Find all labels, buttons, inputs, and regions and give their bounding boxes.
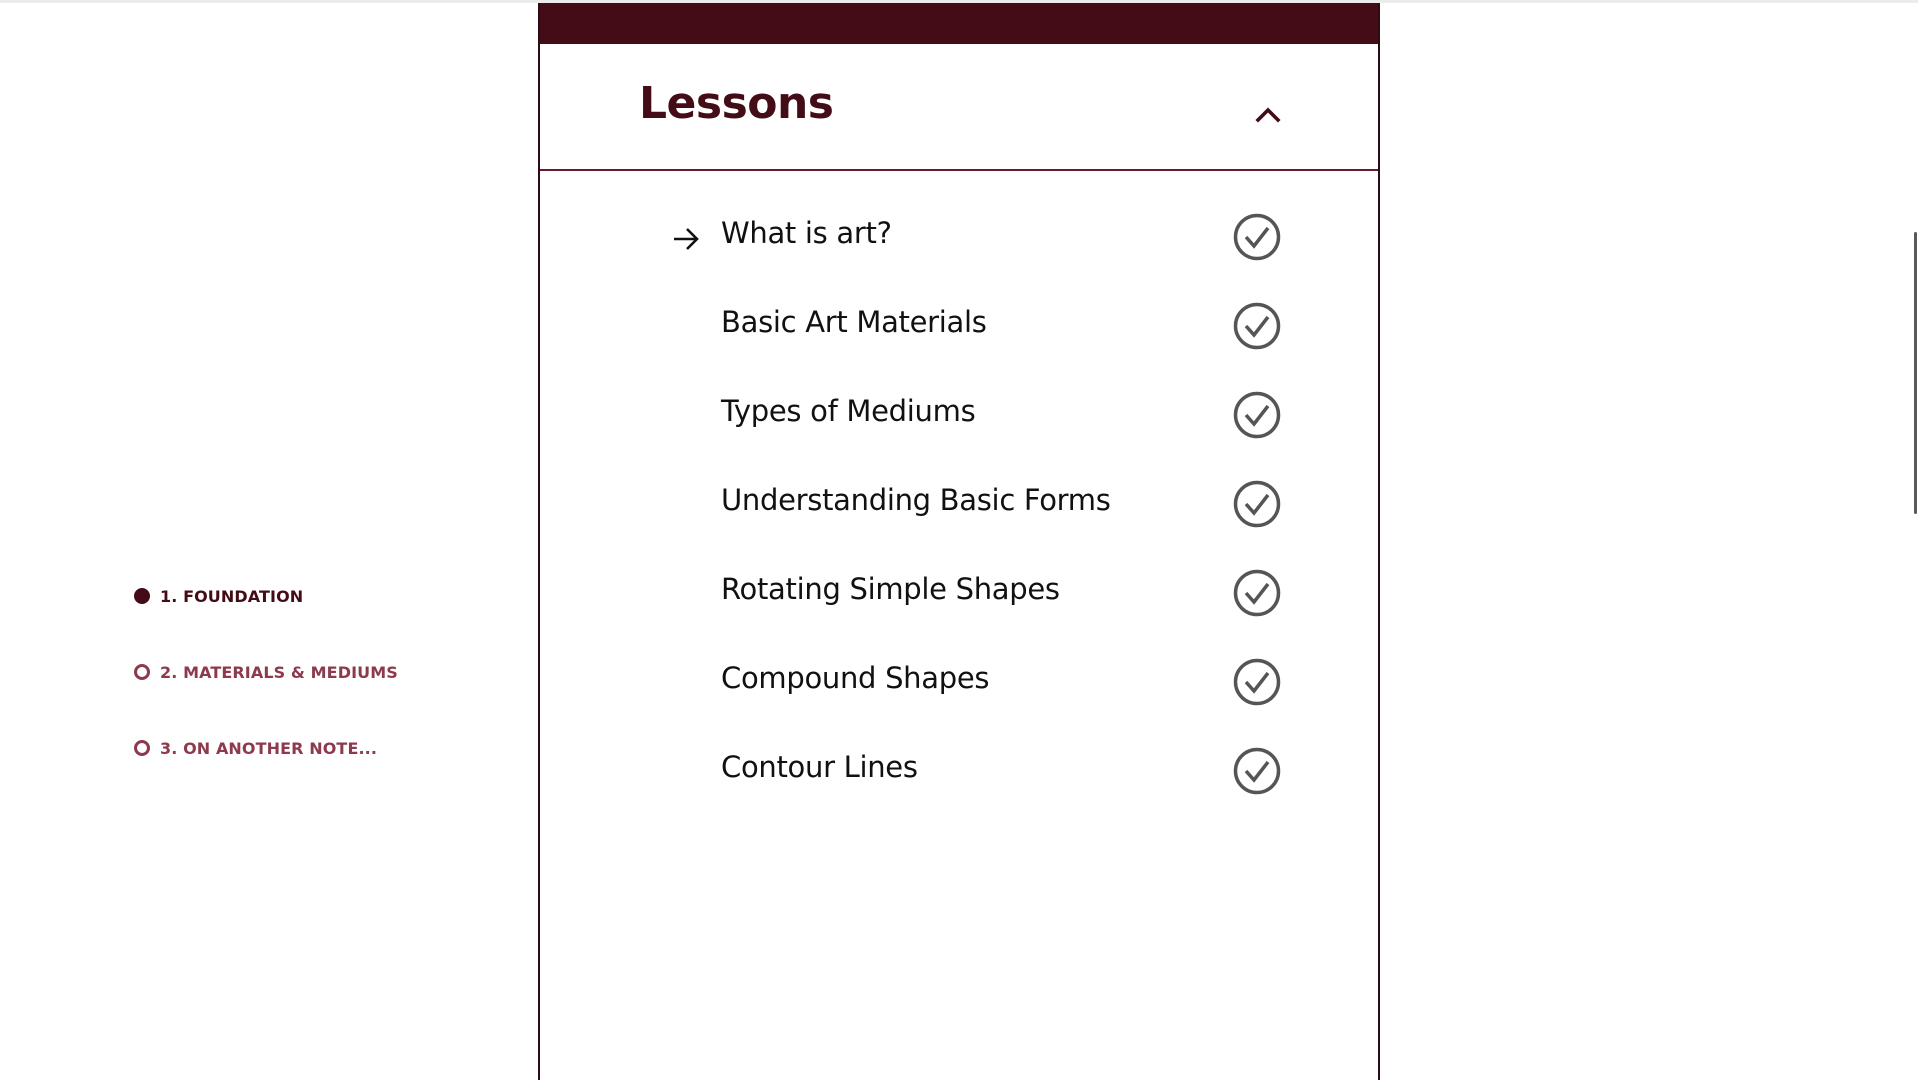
check-circle-icon bbox=[1232, 746, 1282, 796]
lesson-title: What is art? bbox=[721, 216, 892, 250]
scrollbar-thumb[interactable] bbox=[1914, 232, 1917, 514]
check-circle-icon bbox=[1232, 479, 1282, 529]
section-dot-icon bbox=[134, 740, 150, 756]
lesson-item[interactable] bbox=[540, 746, 1378, 835]
check-circle-icon bbox=[1232, 301, 1282, 351]
section-dot-icon bbox=[134, 664, 150, 680]
lesson-title: Contour Lines bbox=[721, 750, 918, 784]
lesson-item[interactable] bbox=[540, 301, 1378, 390]
lesson-item[interactable] bbox=[540, 568, 1378, 657]
lesson-item[interactable] bbox=[540, 390, 1378, 479]
lessons-panel-title: Lessons bbox=[639, 78, 834, 129]
lesson-list bbox=[540, 212, 1378, 835]
lesson-title: Understanding Basic Forms bbox=[721, 483, 1111, 517]
section-nav bbox=[134, 576, 398, 786]
chevron-up-icon[interactable] bbox=[1248, 96, 1288, 132]
lesson-item[interactable] bbox=[540, 479, 1378, 568]
lessons-panel bbox=[538, 3, 1380, 1080]
lesson-title: Basic Art Materials bbox=[721, 305, 987, 339]
lesson-title: Rotating Simple Shapes bbox=[721, 572, 1060, 606]
check-circle-icon bbox=[1232, 657, 1282, 707]
check-circle-icon bbox=[1232, 390, 1282, 440]
lesson-item[interactable] bbox=[540, 212, 1378, 301]
panel-top-bar bbox=[540, 3, 1378, 44]
lesson-title: Types of Mediums bbox=[721, 394, 976, 428]
lessons-panel-header[interactable] bbox=[540, 44, 1378, 171]
lesson-title: Compound Shapes bbox=[721, 661, 990, 695]
lesson-item[interactable] bbox=[540, 657, 1378, 746]
section-nav-label: 1. FOUNDATION bbox=[160, 586, 304, 606]
check-circle-icon bbox=[1232, 212, 1282, 262]
current-section-dot-icon bbox=[134, 588, 150, 604]
arrow-right-icon bbox=[670, 224, 702, 254]
section-nav-label: 2. MATERIALS & MEDIUMS bbox=[160, 662, 398, 682]
section-nav-label: 3. ON ANOTHER NOTE... bbox=[160, 738, 378, 758]
section-nav-item-materials-mediums[interactable] bbox=[134, 634, 398, 710]
check-circle-icon bbox=[1232, 568, 1282, 618]
section-nav-item-on-another-note[interactable] bbox=[134, 710, 398, 786]
section-nav-item-foundation[interactable] bbox=[134, 558, 398, 634]
